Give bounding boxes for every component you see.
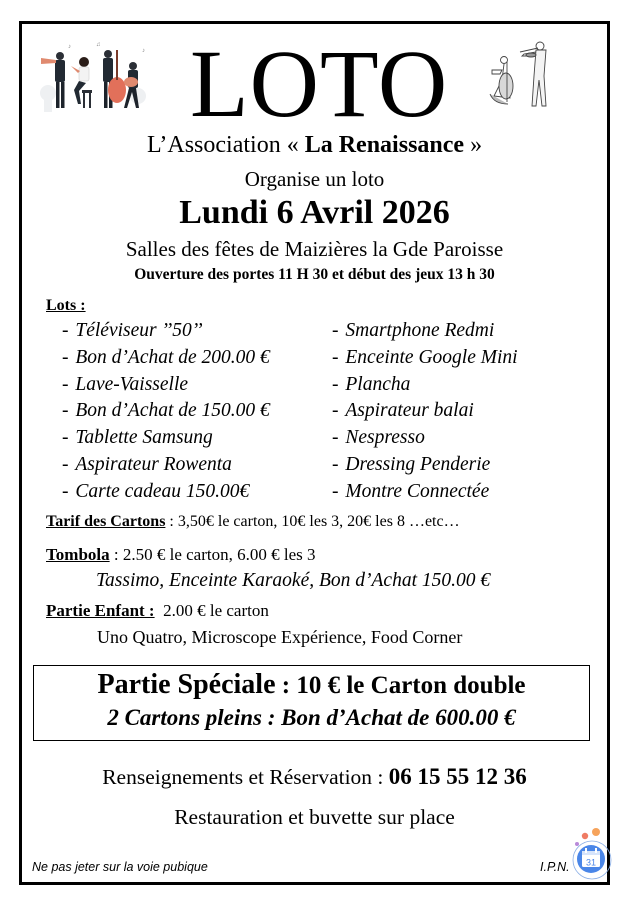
lot-item: - Lave-Vaisselle bbox=[62, 373, 189, 395]
lot-item: - Montre Connectée bbox=[332, 480, 490, 502]
event-venue: Salles des fêtes de Maizières la Gde Paroisse bbox=[125, 237, 504, 261]
contact-line bbox=[22, 764, 607, 790]
footer-ipn: I.P.N. bbox=[540, 860, 570, 874]
lots-label: Lots : bbox=[46, 297, 86, 314]
jazz-band-illustration bbox=[38, 38, 150, 118]
lot-item: - Smartphone Redmi bbox=[332, 320, 495, 341]
tombola-line bbox=[46, 545, 315, 565]
svg-text:♫: ♫ bbox=[96, 42, 101, 48]
tombola-label: Tombola bbox=[46, 545, 110, 564]
tarif-text: : 3,50€ le carton, 10€ les 3, 20€ les 8 …etc… bbox=[165, 513, 460, 530]
lots-list-right bbox=[332, 318, 518, 506]
poster-frame bbox=[19, 21, 610, 885]
tarif-line bbox=[46, 513, 460, 531]
lot-item: - Bon d’Achat de 200.00 € bbox=[62, 346, 270, 368]
lot-item: - Nespresso bbox=[332, 427, 425, 449]
enfant-prizes: Uno Quatro, Microscope Expérience, Food Corner bbox=[97, 627, 463, 647]
svg-text:31: 31 bbox=[585, 857, 597, 868]
association-name: La Renaissance bbox=[304, 132, 465, 158]
lot-item: - Téléviseur ’’50’’ bbox=[62, 320, 203, 341]
special-game-prize: 2 Cartons pleins : Bon d’Achat de 600.00 € bbox=[107, 705, 516, 730]
tombola-text: : 2.50 € le carton, 6.00 € les 3 bbox=[109, 545, 316, 564]
event-date: Lundi 6 Avril 2026 bbox=[179, 194, 450, 231]
svg-text:♪: ♪ bbox=[142, 48, 145, 54]
enfant-label: Partie Enfant : bbox=[46, 601, 155, 620]
special-game-title bbox=[34, 669, 589, 701]
calendar-icon[interactable] bbox=[566, 826, 622, 882]
tarif-label: Tarif des Cartons bbox=[46, 513, 166, 530]
special-game-label: Partie Spéciale bbox=[97, 669, 276, 700]
lot-item: - Carte cadeau 150.00€ bbox=[62, 480, 250, 502]
lot-item: - Enceinte Google Mini bbox=[332, 346, 518, 368]
event-hours: Ouverture des portes 11 H 30 et début des jeux 13 h 30 bbox=[134, 266, 495, 283]
footer-disclaimer: Ne pas jeter sur la voie pubique bbox=[32, 860, 208, 874]
contact-label: Renseignements et Réservation : bbox=[102, 765, 389, 789]
special-game-price: : 10 € le Carton double bbox=[275, 672, 526, 699]
tombola-prizes: Tassimo, Enceinte Karaoké, Bon d’Achat 150.00 € bbox=[96, 570, 491, 591]
restauration-line: Restauration et buvette sur place bbox=[174, 805, 455, 829]
lot-item: - Dressing Penderie bbox=[332, 453, 491, 475]
organizer-line: Organise un loto bbox=[244, 167, 385, 191]
lot-item: - Tablette Samsung bbox=[62, 427, 213, 449]
svg-text:♪: ♪ bbox=[68, 44, 71, 50]
poster-title: LOTO bbox=[190, 30, 449, 137]
enfant-text: 2.00 € le carton bbox=[154, 601, 269, 620]
lot-item: - Aspirateur Rowenta bbox=[62, 453, 232, 475]
lot-item: - Plancha bbox=[332, 373, 411, 395]
string-duo-illustration bbox=[480, 36, 570, 112]
special-game-box bbox=[33, 665, 590, 741]
lot-item: - Aspirateur balai bbox=[332, 400, 474, 422]
contact-phone: 06 15 55 12 36 bbox=[388, 764, 527, 789]
lot-item: - Bon d’Achat de 150.00 € bbox=[62, 400, 270, 422]
enfant-line bbox=[46, 601, 269, 621]
association-line: L’Association « La Renaissance » bbox=[146, 132, 483, 158]
lots-list-left bbox=[62, 318, 270, 506]
